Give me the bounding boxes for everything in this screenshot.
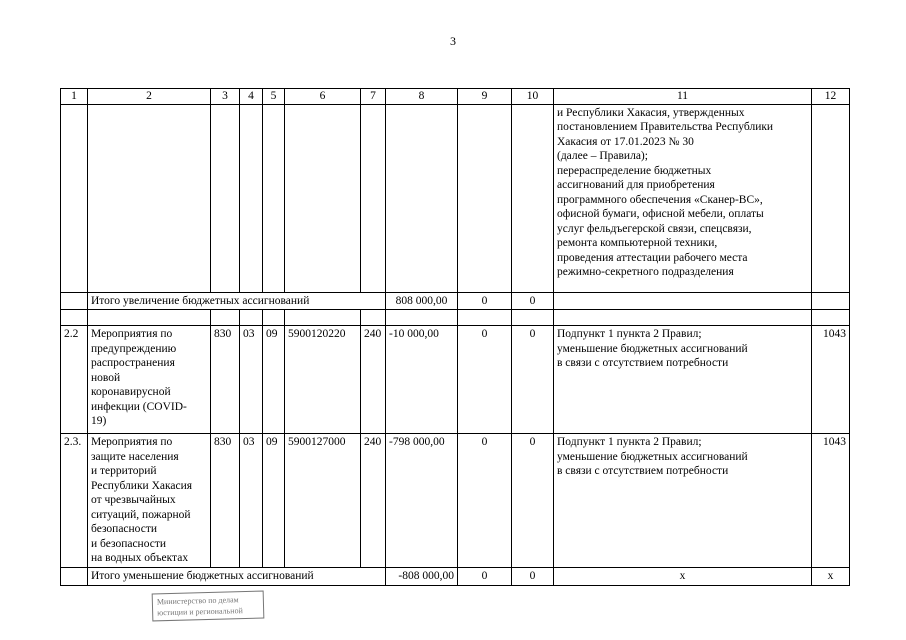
row-c4: 03 [240,326,263,434]
row-number: 2.2 [61,326,88,434]
budget-table [60,88,850,586]
row-c5: 09 [263,434,285,568]
table-row [61,434,850,568]
row-c12: 1043 [812,434,850,568]
table-row [61,326,850,434]
row-c8: -798 000,00 [386,434,458,568]
total-increase-c10: 0 [512,292,554,310]
header-cell: 1 [61,89,88,105]
total-decrease-c12: х [812,568,850,586]
continuation-note: и Республики Хакасия, утвержденных постановлением Правительства Республики Хакасия от 17.01.2023 № 30 (далее – Правила); перераспределение бюджетных ассигнований для приобретения программного обеспечения «Сканер-ВС», офисной бумаги, офисной мебели, оплаты услуг фельдъегерской связи, спецсвязи, ремонта компьютерной техники, проведения аттестации рабочего места режимно-секретного подразделения [554,104,812,292]
row-c4: 03 [240,434,263,568]
row-c12: 1043 [812,326,850,434]
header-cell: 2 [88,89,211,105]
total-decrease-c9: 0 [458,568,512,586]
row-c7: 240 [361,326,386,434]
header-cell: 12 [812,89,850,105]
row-c3: 830 [211,326,240,434]
total-decrease-label: Итого уменьшение бюджетных ассигнований [88,568,386,586]
total-decrease-row [61,568,850,586]
stamp-line: Министерство по делам [156,595,239,607]
row-c10: 0 [512,326,554,434]
row-c6: 5900120220 [285,326,361,434]
total-increase-c8: 808 000,00 [386,292,458,310]
total-decrease-c10: 0 [512,568,554,586]
row-note: Подпункт 1 пункта 2 Правил; уменьшение бюджетных ассигнований в связи с отсутствием потребности [554,434,812,568]
row-c8: -10 000,00 [386,326,458,434]
total-decrease-c8: -808 000,00 [386,568,458,586]
stamp-line: юстиции и региональной [157,606,243,618]
total-increase-c9: 0 [458,292,512,310]
row-c6: 5900127000 [285,434,361,568]
header-cell: 9 [458,89,512,105]
header-cell: 6 [285,89,361,105]
header-cell: 10 [512,89,554,105]
row-number: 2.3. [61,434,88,568]
header-cell: 5 [263,89,285,105]
row-c9: 0 [458,326,512,434]
registration-stamp [152,591,265,622]
row-name: Мероприятия по защите населения и территорий Республики Хакасия от чрезвычайных ситуаций, пожарной безопасности и безопасности на водных объектах [88,434,211,568]
spacer-row [61,310,850,326]
row-note: Подпункт 1 пункта 2 Правил; уменьшение бюджетных ассигнований в связи с отсутствием потребности [554,326,812,434]
row-c5: 09 [263,326,285,434]
row-c10: 0 [512,434,554,568]
total-increase-row [61,292,850,310]
total-increase-label: Итого увеличение бюджетных ассигнований [88,292,386,310]
header-cell: 11 [554,89,812,105]
page-number: 3 [450,34,456,48]
header-cell: 7 [361,89,386,105]
row-name: Мероприятия по предупреждению распространения новой коронавирусной инфекции (COVID- 19) [88,326,211,434]
header-cell: 8 [386,89,458,105]
total-decrease-c11: х [554,568,812,586]
row-c7: 240 [361,434,386,568]
table-header-row [61,89,850,105]
header-cell: 3 [211,89,240,105]
row-c3: 830 [211,434,240,568]
header-cell: 4 [240,89,263,105]
continuation-row [61,104,850,292]
row-c9: 0 [458,434,512,568]
